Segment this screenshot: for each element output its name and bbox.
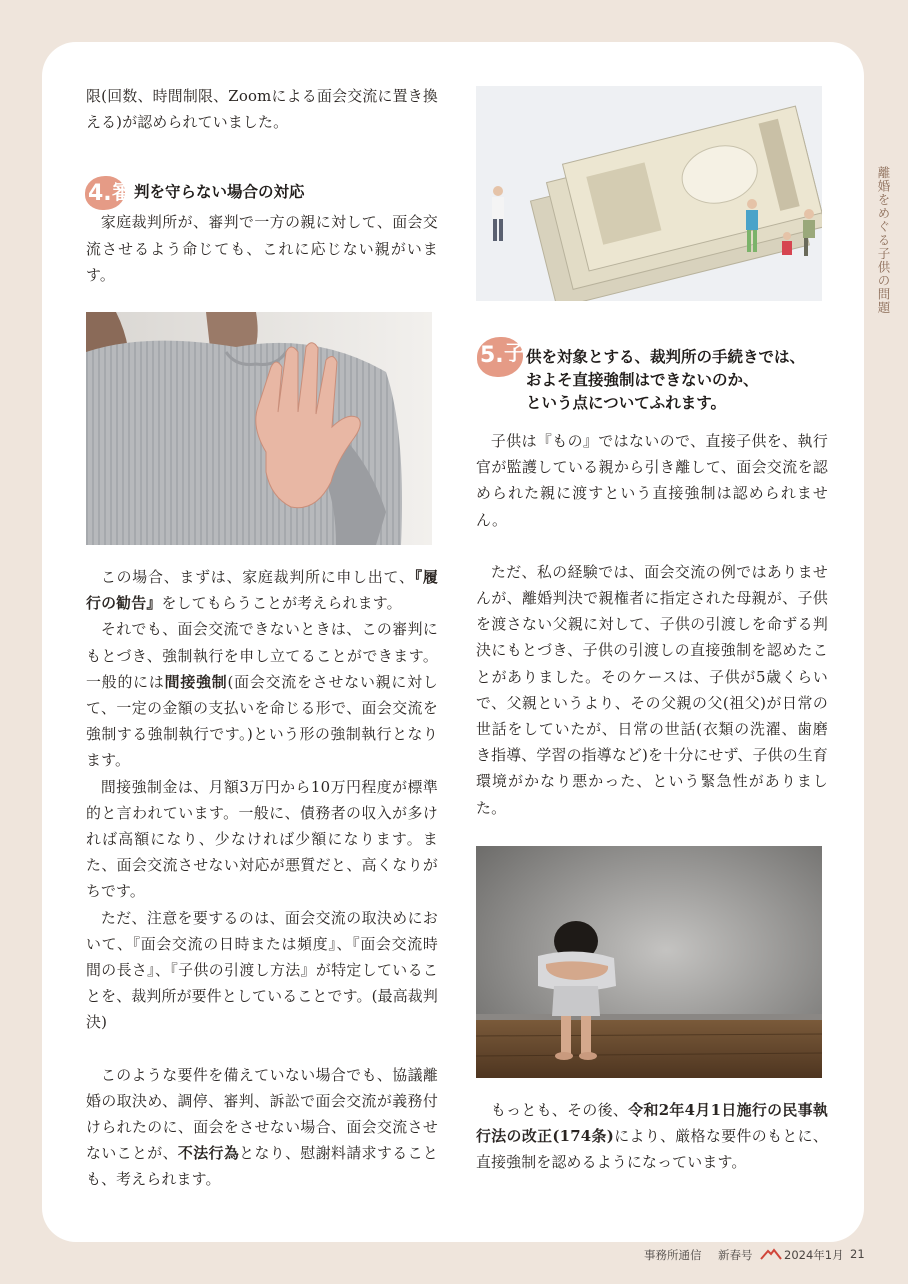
mountain-logo-icon: [760, 1248, 782, 1263]
paragraph-4: 間接強制金は、月額3万円から10万円程度が標準的と言われています。一般に、債務者の収入が多ければ高額になり、少なければ少額になります。また、面会交流させない対応が悪質だと、高くなりがちです。: [86, 777, 438, 901]
paragraph-2: [86, 564, 438, 616]
paragraph-3: [86, 616, 438, 773]
side-title: 離婚をめぐる子供の問題: [876, 166, 891, 315]
section4-paragraph-1: 家庭裁判所が、審判で一方の親に対して、面会交流させるよう命じても、これに応じない親がいます。: [86, 213, 438, 284]
left-column: [86, 83, 438, 288]
paragraph-2-a: この場合、まずは、家庭裁判所に申し出て、: [100, 568, 415, 586]
section5-paragraph-3-b: により、厳格な要件のもとに、直接強制を認めるようになっています。: [476, 1127, 828, 1172]
paragraph-3-bold: 間接強制: [164, 672, 228, 691]
section5-first-char: 子: [504, 341, 525, 365]
section5-title-line2: およそ直接強制はできないのか、: [526, 371, 759, 389]
paragraph-2-b: をしてもらうことが考えられます。: [161, 594, 402, 613]
banknotes-illustration: [476, 86, 822, 301]
footer-publication: 事務所通信: [644, 1248, 702, 1262]
section5-heading: [476, 341, 836, 420]
section5-paragraph-3-a: もっとも、その後、: [490, 1101, 629, 1119]
paragraph-6: [86, 1062, 438, 1193]
footer-date: 2024年1月: [784, 1248, 844, 1262]
footer-page: 21: [850, 1247, 865, 1261]
section5-paragraph-3: [476, 1097, 828, 1176]
paragraph-5: ただ、注意を要するのは、面会交流の取決めにおいて、『面会交流の日時または頻度』、『面会交流時間の長さ』、『子供の引渡し方法』が特定していることを、裁判所が要件としていることです。(最高裁判決): [86, 908, 438, 1032]
section5-number: 5.: [480, 343, 504, 368]
stop-hand-photo: [86, 312, 432, 545]
paragraph-2-bold: 『履行の勧告』: [86, 568, 438, 613]
paragraph-6-bold: 不法行為: [177, 1144, 240, 1163]
sitting-child-photo: [476, 846, 822, 1078]
section4-title: 判を守らない場合の対応: [134, 183, 305, 202]
right-column-final: [476, 1097, 828, 1176]
section5-title-line3: という点についてふれます。: [526, 394, 726, 412]
paragraph-3-a: それでも、面会交流できないときは、この審判にもとづき、強制執行を申し立てることができます。一般的には: [86, 620, 438, 691]
footer-issue: 新春号: [718, 1248, 753, 1262]
section4-heading: [86, 181, 438, 215]
section5-paragraph-3-bold: 令和2年4月1日施行の民事執行法の改正(174条): [476, 1101, 828, 1146]
section5-paragraph-1: 子供は『もの』ではないので、直接子供を、執行官が監護している親から引き離して、面会交流を認められた親に渡すという直接強制は認められません。: [476, 432, 828, 529]
left-column-lower: [86, 564, 438, 1193]
right-column-text: [476, 428, 828, 821]
section4-number: 4.: [88, 181, 112, 207]
banknotes-figures-photo: [476, 86, 822, 301]
paragraph-6-b: となり、慰謝料請求することも、考えられます。: [86, 1144, 439, 1189]
footer: [640, 1247, 870, 1265]
stop-hand-illustration: [86, 312, 432, 545]
sitting-child-illustration: [476, 846, 822, 1078]
section5-title: [526, 346, 805, 415]
paragraph-6-a: このような要件を備えていない場合でも、協議離婚の取決め、調停、審判、訴訟で面会交流が義務付けられたのに、面会をさせない場合、面会交流させないことが、: [86, 1065, 438, 1163]
section5-paragraph-2: ただ、私の経験では、面会交流の例ではありませんが、離婚判決で親権者に指定された母親が、子供を渡さない父親に対して、子供の引渡しを命ずる判決にもとづき、子供の引渡しの直接強制を認めたことがありました。そのケースは、子供が5歳くらいで、父親というより、その父親の父(祖父)が日常の世話をしていたが、日常の世話(衣類の洗濯、歯磨き指導、学習の指導など)を十分にせず、子供の生育環境がかなり悪かった、という緊急性がありました。: [476, 562, 828, 817]
section5-title-line1: 供を対象とする、裁判所の手続きでは、: [526, 348, 806, 366]
section4-first-char: 審: [112, 180, 133, 205]
paragraph-3-b: (面会交流をさせない親に対して、一定の金額の支払いを命じる形で、面会交流を強制する強制執行です。)という形の強制執行となります。: [86, 672, 438, 770]
intro-text: 限(回数、時間制限、Zoomによる面会交流に置き換える)が認められていました。: [86, 87, 438, 132]
